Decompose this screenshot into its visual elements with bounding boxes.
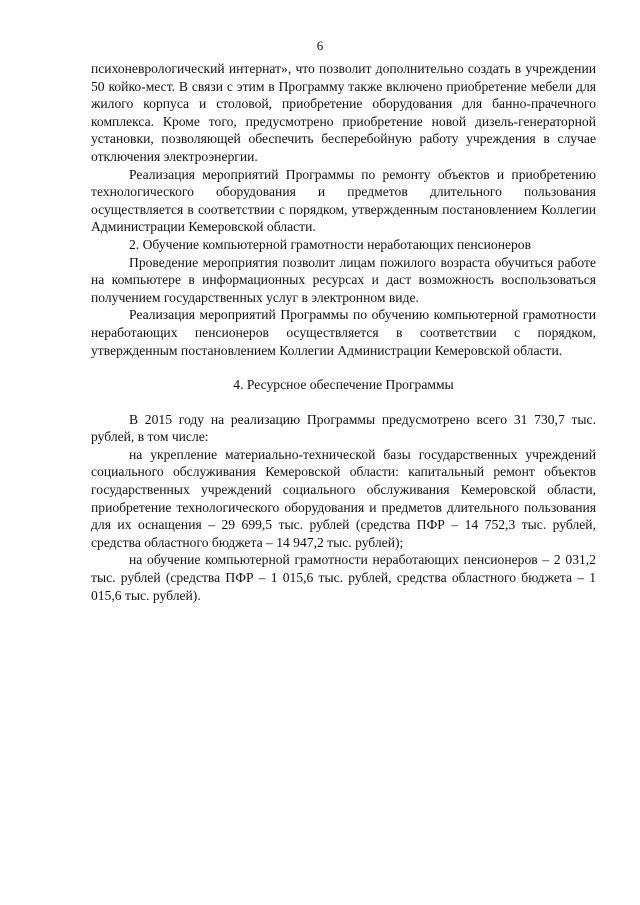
paragraph-training-implementation: Реализация мероприятий Программы по обучению компьютерной грамотности неработающих пенсионеров осуществляется в соответствии с порядком, утвержденным постановлением Коллегии Администрации Кемеровской области.: [91, 307, 596, 358]
document-body: [91, 60, 596, 604]
paragraph-computer-training: Проведение мероприятия позволит лицам пожилого возраста обучиться работе на компьютере в информационных ресурсах и даст возможность воспользоваться получением государственных услуг в электронном виде.: [91, 254, 596, 305]
subsection-title-computer-literacy: 2. Обучение компьютерной грамотности неработающих пенсионеров: [129, 236, 532, 252]
paragraph-funding-infrastructure: на укрепление материально-технической базы государственных учреждений социального обслуживания Кемеровской области: капитальный ремонт объектов государственных учреждений социального обслуживания Кемеровской области, приобретение технологического оборудования и предметов длительного пользования для их оснащения – 29 699,5 тыс. рублей (средства ПФР – 14 752,3 тыс. рублей, средства областного бюджета – 14 947,2 тыс. рублей);: [91, 446, 596, 550]
paragraph-continuation: психоневрологический интернат», что позволит дополнительно создать в учреждении 50 койко-мест. В связи с этим в Программу также включено приобретение мебели для жилого корпуса и столовой, приобретение оборудования для банно-прачечного комплекса. Кроме того, предусмотрено приобретение новой дизель-генераторной установки, позволяющей обеспечить бесперебойную работу учреждения в случае отключения электроэнергии.: [91, 61, 596, 164]
section-heading: 4. Ресурсное обеспечение Программы: [233, 377, 454, 393]
paragraph-total-funding: В 2015 году на реализацию Программы предусмотрено всего 31 730,7 тыс. рублей, в том числе:: [91, 411, 596, 445]
paragraph-funding-training: на обучение компьютерной грамотности неработающих пенсионеров – 2 031,2 тыс. рублей (средства ПФР – 1 015,6 тыс. рублей, средства областного бюджета – 1 015,6 тыс. рублей).: [91, 552, 596, 603]
page-number: 6: [316, 38, 324, 53]
paragraph-repair-implementation: Реализация мероприятий Программы по ремонту объектов и приобретению технологического оборудования и предметов длительного пользования осуществляется в соответствии с порядком, утвержденным постановлением Коллегии Администрации Кемеровской области.: [91, 166, 596, 235]
